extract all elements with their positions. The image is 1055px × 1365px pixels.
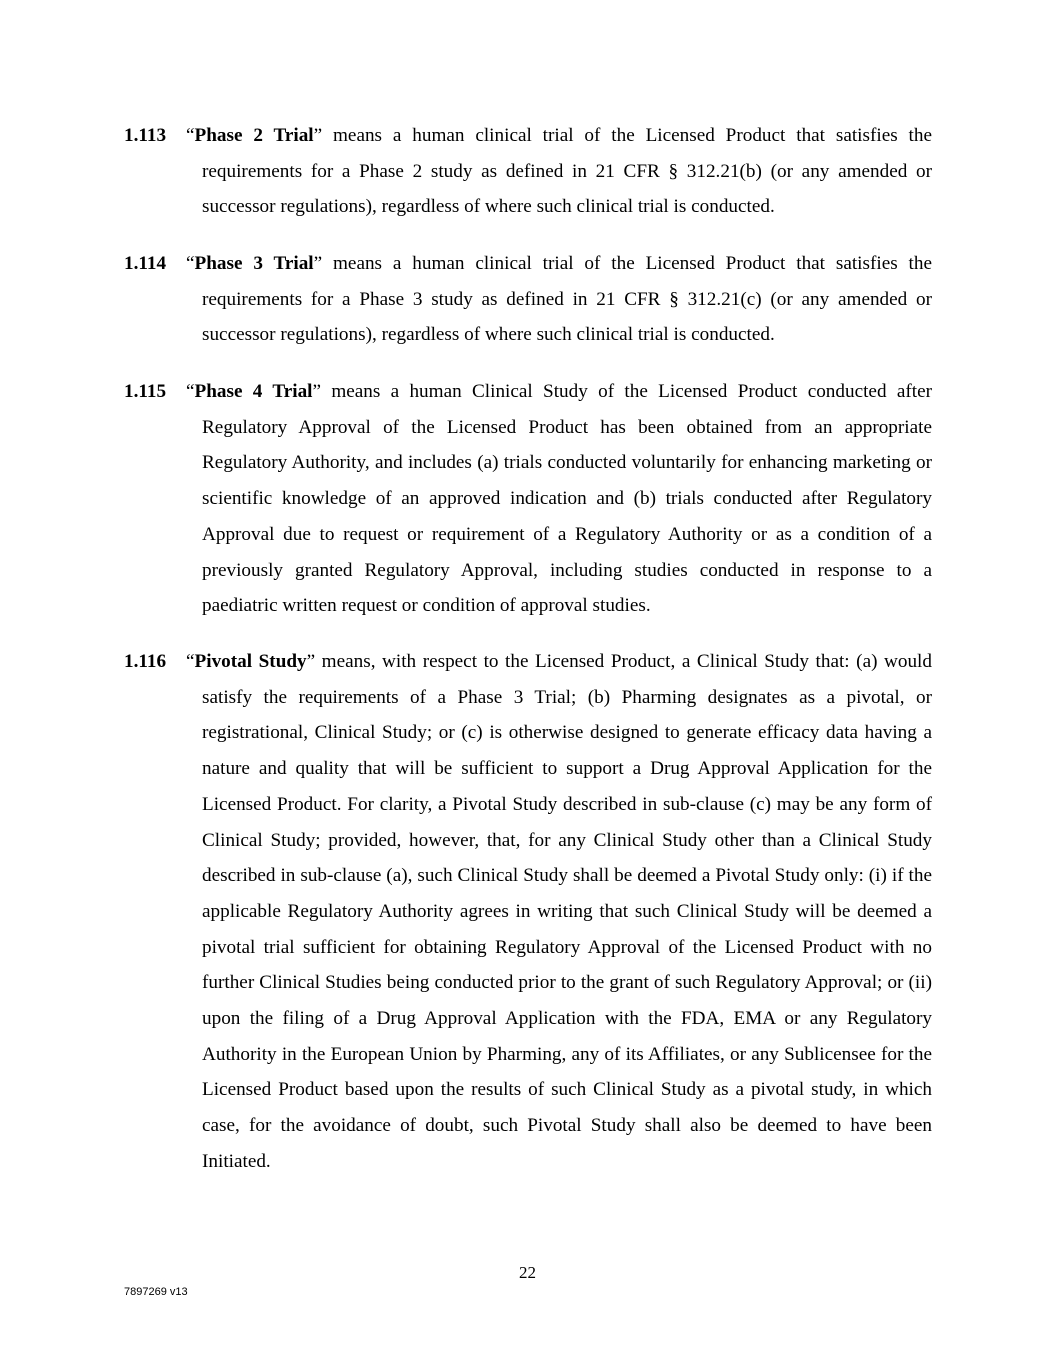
- open-quote: “: [186, 253, 195, 274]
- open-quote: “: [186, 381, 195, 402]
- clause-text: ” means, with respect to the Licensed Product, a Clinical Study that: (a) would satisfy the requirements of a Phase 3 Trial; (b) Pharming designates as a pivotal, or registrational, Clinical Study; or (c) is otherwise designed to generate efficacy data having a nature and quality that will be sufficient to support a Drug Approval Application for the Licensed Product. For clarity, a Pivotal Study described in sub-clause (c) may be any form of Clinical Study; provided, however, that, for any Clinical Study other than a Clinical Study described in sub-clause (a), such Clinical Study shall be deemed a Pivotal Study only: (i) if the applicable Regulatory Authority agrees in writing that such Clinical Study will be deemed a pivotal trial sufficient for obtaining Regulatory Approval of the Licensed Product with no further Clinical Studies being conducted prior to the grant of such Regulatory Approval; or (ii) upon the filing of a Drug Approval Application with the FDA, EMA or any Regulatory Authority in the European Union by Pharming, any of its Affiliates, or any Sublicensee for the Licensed Product based upon the results of such Clinical Study as a pivotal study, in which case, for the avoidance of doubt, such Pivotal Study shall also be deemed to have been Initiated.: [202, 651, 932, 1172]
- open-quote: “: [186, 651, 195, 672]
- defined-term: Phase 3 Trial: [194, 253, 314, 274]
- defined-term: Phase 2 Trial: [194, 125, 314, 146]
- clause-number: 1.116: [124, 651, 167, 672]
- clause-text: ” means a human clinical trial of the Licensed Product that satisfies the requirements for a Phase 3 study as defined in 21 CFR § 312.21(c) (or any amended or successor regulations), regardless of where such clinical trial is conducted.: [202, 253, 932, 346]
- open-quote: “: [186, 125, 195, 146]
- clause-number: 1.114: [124, 253, 167, 274]
- clause-1-113: [124, 118, 932, 225]
- clause-1-116: [124, 644, 932, 1180]
- clause-text: ” means a human Clinical Study of the Licensed Product conducted after Regulatory Approval of the Licensed Product has been obtained from an appropriate Regulatory Authority, and includes (a) trials conducted voluntarily for enhancing marketing or scientific knowledge of an approved indication and (b) trials conducted after Regulatory Approval due to request or requirement of a Regulatory Authority or as a condition of a previously granted Regulatory Approval, including studies conducted in response to a paediatric written request or condition of approval studies.: [202, 381, 932, 617]
- defined-term: Phase 4 Trial: [194, 381, 313, 402]
- clause-1-115: [124, 374, 932, 624]
- clause-number: 1.115: [124, 381, 167, 402]
- document-id: 7897269 v13: [124, 1286, 188, 1298]
- clause-1-114: [124, 246, 932, 353]
- defined-term: Pivotal Study: [194, 651, 307, 672]
- page-number: 22: [519, 1263, 536, 1282]
- clause-text: ” means a human clinical trial of the Licensed Product that satisfies the requirements for a Phase 2 study as defined in 21 CFR § 312.21(b) (or any amended or successor regulations), regardless of where such clinical trial is conducted.: [202, 125, 932, 218]
- clause-number: 1.113: [124, 125, 167, 146]
